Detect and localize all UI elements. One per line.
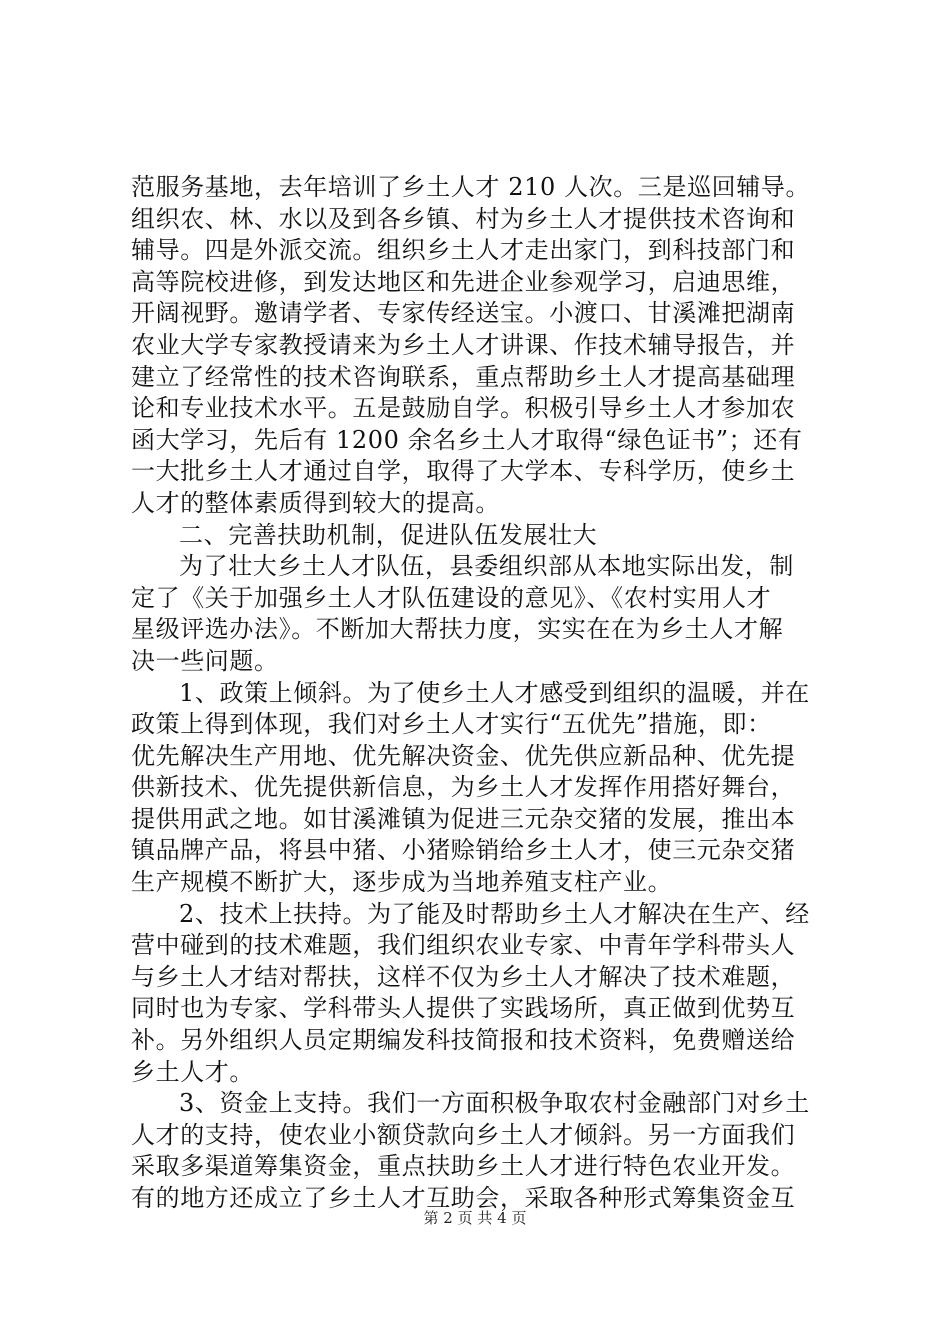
text-line: 补。另外组织人员定期编发科技简报和技术资料，免费赠送给 (131, 1026, 796, 1055)
text-line: 2、技术上扶持。为了能及时帮助乡土人才解决在生产、经 (179, 899, 810, 928)
text-line: 与乡土人才结对帮扶，这样不仅为乡土人才解决了技术难题， (131, 962, 796, 991)
section-heading: 二、完善扶助机制，促进队伍发展壮大 (179, 520, 598, 549)
text-line: 镇品牌产品，将县中猪、小猪赊销给乡土人才，使三元杂交猪 (131, 836, 796, 865)
text-line: 高等院校进修，到发达地区和先进企业参观学习，启迪思维， (131, 267, 796, 296)
text-line: 组织农、林、水以及到各乡镇、村为乡土人才提供技术咨询和 (131, 204, 796, 233)
text-line: 开阔视野。邀请学者、专家传经送宝。小渡口、甘溪滩把湖南 (131, 299, 796, 328)
text-line: 有的地方还成立了乡土人才互助会，采取各种形式筹集资金互 (131, 1184, 796, 1212)
text-line: 决一些问题。 (131, 646, 279, 675)
text-line: 1、政策上倾斜。为了使乡土人才感受到组织的温暖，并在 (179, 678, 810, 707)
text-line: 建立了经常性的技术咨询联系，重点帮助乡土人才提高基础理 (131, 362, 796, 391)
text-line: 辅导。四是外派交流。组织乡土人才走出家门，到科技部门和 (131, 236, 796, 265)
text-line: 营中碰到的技术难题，我们组织农业专家、中青年学科带头人 (131, 931, 796, 960)
text-line: 同时也为专家、学科带头人提供了实践场所，真正做到优势互 (131, 994, 796, 1023)
page-number-footer: 第 2 页 共 4 页 (423, 1209, 527, 1227)
text-line: 为了壮大乡土人才队伍，县委组织部从本地实际出发，制 (179, 552, 794, 581)
text-line: 供新技术、优先提供新信息，为乡土人才发挥作用搭好舞台， (131, 773, 796, 802)
text-line: 范服务基地，去年培训了乡土人才 210 人次。三是巡回辅导。 (131, 173, 811, 201)
text-line: 星级评选办法》。不断加大帮扶力度，实实在在为乡土人才解 (131, 615, 784, 644)
text-line: 生产规模不断扩大，逐步成为当地养殖支柱产业。 (131, 868, 673, 897)
text-line: 政策上得到体现，我们对乡土人才实行“五优先”措施，即： (131, 710, 772, 739)
text-line: 3、资金上支持。我们一方面积极争取农村金融部门对乡土 (179, 1089, 810, 1118)
text-line: 一大批乡土人才通过自学，取得了大学本、专科学历，使乡土 (131, 457, 796, 486)
text-line: 提供用武之地。如甘溪滩镇为促进三元杂交猪的发展，推出本 (131, 804, 796, 833)
text-line: 定了《关于加强乡土人才队伍建设的意见》、《农村实用人才 (131, 583, 772, 612)
text-line: 农业大学专家教授请来为乡土人才讲课、作技术辅导报告，并 (131, 330, 796, 359)
text-line: 人才的整体素质得到较大的提高。 (131, 488, 500, 517)
text-line: 乡土人才。 (131, 1057, 254, 1086)
text-line: 采取多渠道筹集资金，重点扶助乡土人才进行特色农业开发。 (131, 1152, 796, 1181)
text-line: 优先解决生产用地、优先解决资金、优先供应新品种、优先提 (131, 741, 796, 770)
text-line: 函大学习，先后有 1200 余名乡土人才取得“绿色证书”；还有 (131, 425, 803, 454)
text-line: 论和专业技术水平。五是鼓励自学。积极引导乡土人才参加农 (131, 394, 796, 423)
document-body (131, 172, 831, 1215)
text-line: 人才的支持，使农业小额贷款向乡土人才倾斜。另一方面我们 (131, 1120, 796, 1149)
